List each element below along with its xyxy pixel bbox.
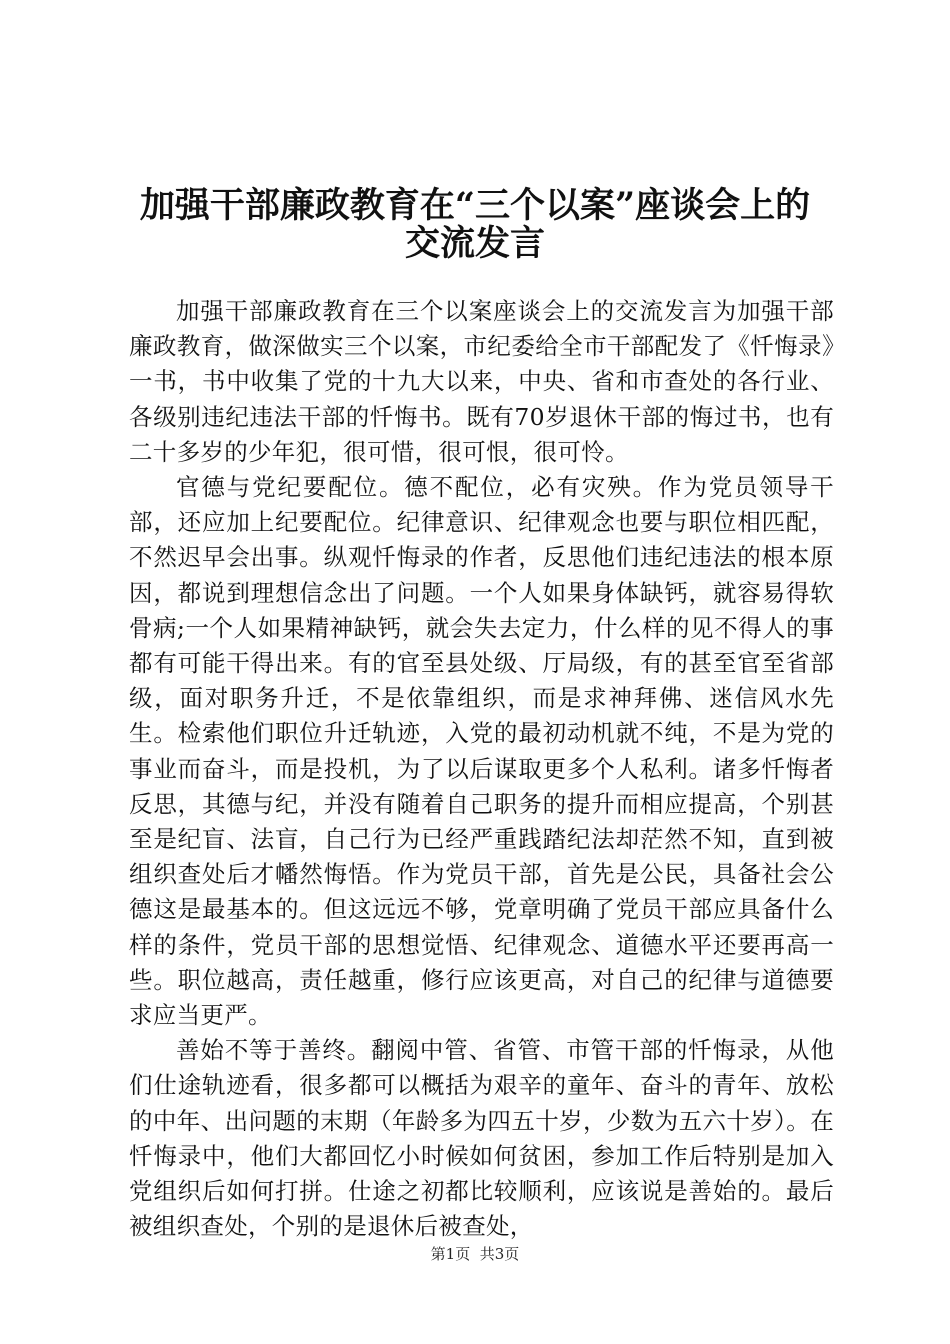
- body-paragraph: 官德与党纪要配位。德不配位，必有灾殃。作为党员领导干部，还应加上纪要配位。纪律意识、纪律观念也要与职位相匹配，不然迟早会出事。纵观忏悔录的作者，反思他们违纪违法的根本原因，都说到理想信念出了问题。一个人如果身体缺钙，就容易得软骨病;一个人如果精神缺钙，就会失去定力，什么样的见不得人的事都有可能干得出来。有的官至县处级、厅局级，有的甚至官至省部级，面对职务升迁，不是依靠组织，而是求神拜佛、迷信风水先生。检索他们职位升迁轨迹，入党的最初动机就不纯，不是为党的事业而奋斗，而是投机，为了以后谋取更多个人私利。诸多忏悔者反思，其德与纪，并没有随着自己职务的提升而相应提高，个别甚至是纪盲、法盲，自己行为已经严重践踏纪法却茫然不知，直到被组织查处后才幡然悔悟。作为党员干部，首先是公民，具备社会公德这是最基本的。但这远远不够，党章明确了党员干部应具备什么样的条件，党员干部的思想觉悟、纪律观念、道德水平还要再高一些。职位越高，责任越重，修行应该更高，对自己的纪律与道德要求应当更严。: [129, 473, 834, 1030]
- document-title-line-2: 交流发言: [404, 223, 545, 264]
- page-number: 第1页: [430, 1245, 471, 1263]
- page-total: 共3页: [479, 1245, 520, 1263]
- document-body: [129, 294, 834, 1244]
- document-title-line-1: 加强干部廉政教育在“三个以案”座谈会上的: [139, 185, 811, 226]
- page-footer: [0, 1244, 950, 1264]
- body-paragraph: 加强干部廉政教育在三个以案座谈会上的交流发言为加强干部廉政教育，做深做实三个以案，市纪委给全市干部配发了《忏悔录》一书，书中收集了党的十九大以来，中央、省和市查处的各行业、各级别违纪违法干部的忏悔书。既有70岁退休干部的悔过书，也有二十多岁的少年犯，很可惜，很可恨，很可怜。: [129, 297, 834, 466]
- body-paragraph: 善始不等于善终。翻阅中管、省管、市管干部的忏悔录，从他们仕途轨迹看，很多都可以概括为艰辛的童年、奋斗的青年、放松的中年、出问题的末期（年龄多为四五十岁，少数为五六十岁）。在忏悔录中，他们大都回忆小时候如何贫困，参加工作后特别是加入党组织后如何打拼。仕途之初都比较顺利，应该说是善始的。最后被组织查处，个别的是退休后被查处，: [129, 1036, 834, 1241]
